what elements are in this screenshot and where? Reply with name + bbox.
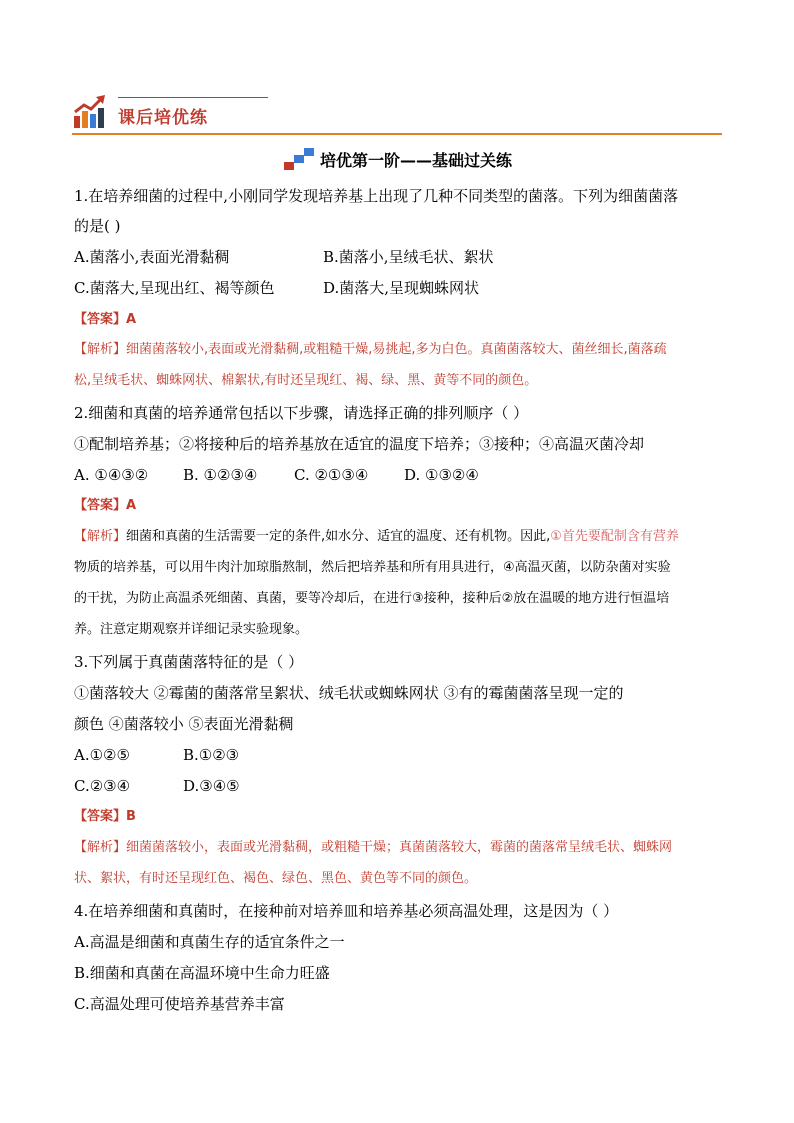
q2-analysis-highlight: ①首先要配制含有营养	[550, 529, 679, 544]
q2-analysis-label: 【解析】	[74, 529, 127, 544]
q1-analysis-line2: 松,呈绒毛状、蜘蛛网状、棉絮状,有时还呈现红、褐、绿、黑、黄等不同的颜色。	[74, 373, 538, 388]
q2-option-d: D. ①③②④	[404, 466, 479, 484]
q1-option-d: D.菌落大,呈现蜘蛛网状	[323, 279, 480, 297]
q2-analysis-line1	[74, 528, 724, 546]
q1-stem-line1: 1.在培养细菌的过程中,小刚同学发现培养基上出现了几种不同类型的菌落。下列为细菌菌落	[74, 187, 679, 205]
growth-chart-icon	[72, 94, 108, 130]
q2-option-a: A. ①④③②	[74, 466, 149, 484]
section-title: 培优第一阶——基础过关练	[319, 151, 512, 170]
q1-answer: 【答案】A	[74, 312, 137, 327]
q2-answer: 【答案】A	[74, 498, 137, 513]
q3-option-a: A.①②⑤	[74, 746, 130, 764]
q2-analysis-line3: 的干扰，为防止高温杀死细菌、真菌，要等冷却后，在进行③接种，接种后②放在温暖的地方进行恒温培	[74, 591, 670, 606]
q4-option-a: A.高温是细菌和真菌生存的适宜条件之一	[74, 933, 345, 951]
q3-option-d: D.③④⑤	[183, 777, 240, 795]
q2-stem-line1: 2.细菌和真菌的培养通常包括以下步骤，请选择正确的排列顺序（ ）	[74, 404, 529, 422]
q4-stem-line1: 4.在培养细菌和真菌时，在接种前对培养皿和培养基必须高温处理，这是因为（ ）	[74, 902, 619, 920]
q1-option-a: A.菌落小,表面光滑黏稠	[74, 248, 230, 266]
q3-analysis-line2: 状、絮状，有时还呈现红色、褐色、绿色、黑色、黄色等不同的颜色。	[74, 871, 478, 886]
header-rule	[72, 133, 722, 135]
q2-option-b: B. ①②③④	[183, 466, 258, 484]
header-top-line	[118, 97, 268, 98]
q1-stem-line2: 的是( )	[74, 217, 121, 235]
q3-option-b: B.①②③	[183, 746, 240, 764]
q4-option-b: B.细菌和真菌在高温环境中生命力旺盛	[74, 964, 330, 982]
q3-stem-line2: ①菌落较大 ②霉菌的菌落常呈絮状、绒毛状或蜘蛛网状 ③有的霉菌菌落呈现一定的	[74, 684, 624, 702]
q1-analysis-line1: 【解析】细菌菌落较小,表面或光滑黏稠,或粗糙干燥,易挑起,多为白色。真菌菌落较大、菌丝细长,菌落疏	[74, 342, 667, 357]
section-heading	[0, 148, 794, 178]
q3-stem-line3: 颜色 ④菌落较小 ⑤表面光滑黏稠	[74, 715, 294, 733]
q3-answer: 【答案】B	[74, 809, 136, 824]
q3-analysis-line1: 【解析】细菌菌落较小，表面或光滑黏稠，或粗糙干燥；真菌菌落较大，霉菌的菌落常呈绒毛状、蜘蛛网	[74, 840, 673, 855]
q1-option-c: C.菌落大,呈现出红、褐等颜色	[74, 279, 275, 297]
q2-analysis-text: 细菌和真菌的生活需要一定的条件,如水分、适宜的温度、还有机物。因此,	[126, 529, 551, 544]
q2-stem-line2: ①配制培养基；②将接种后的培养基放在适宜的温度下培养；③接种；④高温灭菌冷却	[74, 435, 645, 453]
header-title: 课后培优练	[118, 108, 208, 128]
q2-analysis-line4: 养。注意定期观察并详细记录实验现象。	[74, 622, 309, 637]
q2-analysis-line2: 物质的培养基，可以用牛肉汁加琼脂熬制，然后把培养基和所有用具进行，④高温灭菌，以防杂菌对实验	[74, 560, 671, 575]
q3-stem-line1: 3.下列属于真菌菌落特征的是（ ）	[74, 653, 304, 671]
q2-option-c: C. ②①③④	[294, 466, 369, 484]
q4-option-c: C.高温处理可使培养基营养丰富	[74, 995, 285, 1013]
steps-icon	[282, 146, 316, 172]
q3-option-c: C.②③④	[74, 777, 131, 795]
page-header	[72, 94, 722, 136]
q1-option-b: B.菌落小,呈绒毛状、絮状	[323, 248, 494, 266]
